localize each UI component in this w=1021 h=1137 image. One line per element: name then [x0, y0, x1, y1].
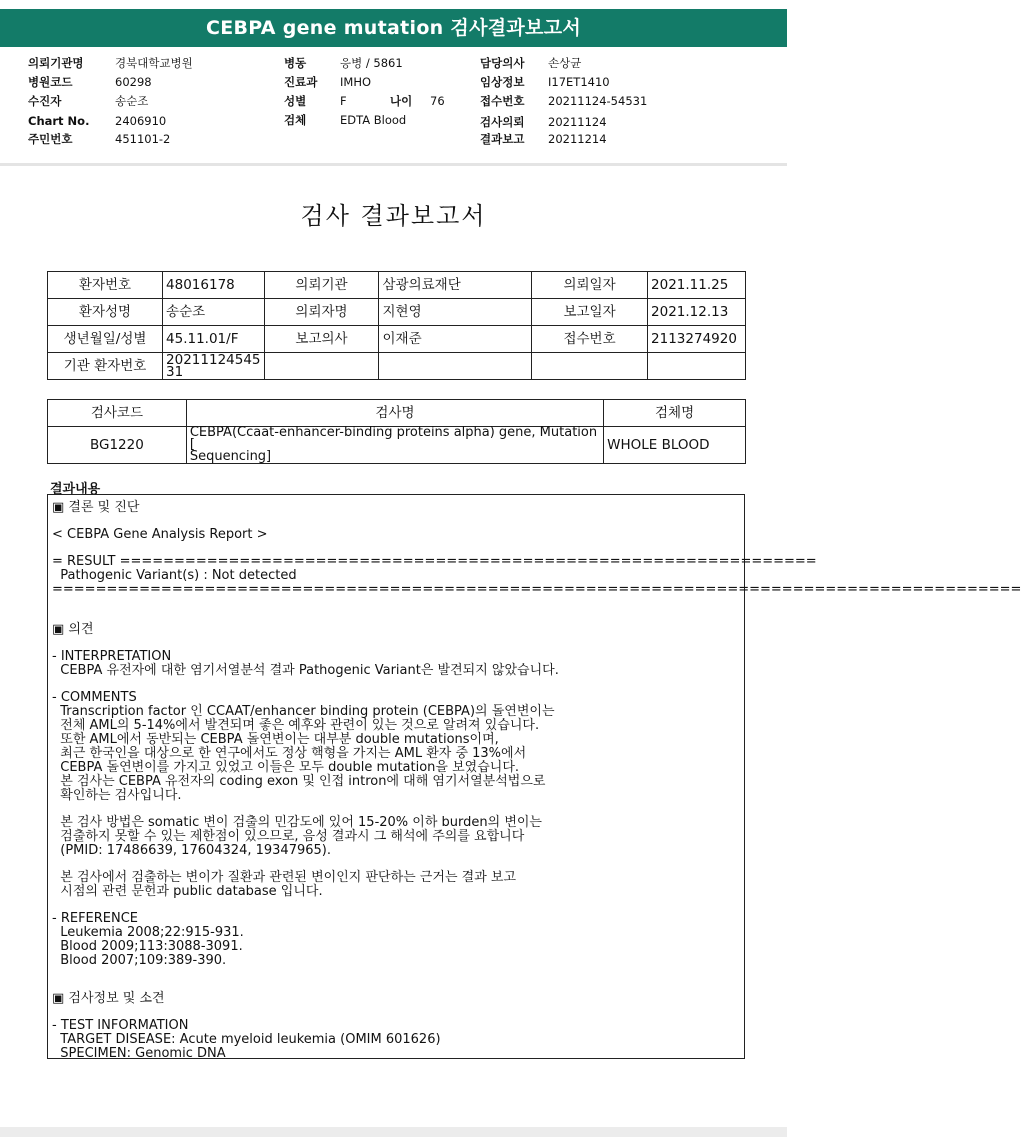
table-value-cell: 2021.12.13: [648, 299, 746, 326]
result-line: - TEST INFORMATION: [52, 1018, 189, 1033]
table-label-cell: [532, 353, 648, 380]
result-line: < CEBPA Gene Analysis Report >: [52, 527, 268, 542]
result-line: =========================================================================================: [52, 582, 1021, 597]
result-line: 본 검사에서 검출하는 변이가 질환과 관련된 변이인지 판단하는 근거는 결과 보고: [52, 870, 517, 885]
table-value-cell: 지현영: [379, 299, 532, 326]
table-value-cell: 48016178: [163, 272, 264, 299]
header-label: 담당의사: [480, 56, 525, 70]
result-line: ▣ 결론 및 진단: [52, 500, 140, 515]
result-line: 시점의 관련 문헌과 public database 입니다.: [52, 884, 323, 899]
result-line: Blood 2007;109:389-390.: [52, 953, 227, 968]
result-line: 확인하는 검사입니다.: [52, 788, 182, 803]
report-banner: CEBPA gene mutation 검사결과보고서: [0, 9, 787, 47]
result-line: 최근 한국인을 대상으로 한 연구에서도 정상 핵형을 가지는 AML 환자 중 13%에서: [52, 746, 527, 761]
result-line: Transcription factor 인 CCAAT/enhancer binding protein (CEBPA)의 돌연변이는: [52, 704, 555, 719]
result-line: (PMID: 17486639, 17604324, 19347965).: [52, 843, 331, 858]
result-line: CEBPA 유전자에 대한 염기서열분석 결과 Pathogenic Variant은 발견되지 않았습니다.: [52, 663, 559, 678]
result-line: - INTERPRETATION: [52, 649, 172, 664]
header-value: 손상균: [548, 56, 582, 70]
header-label: 결과보고: [480, 132, 525, 146]
result-line: 검출하지 못할 수 있는 제한점이 있으므로, 음성 결과시 그 해석에 주의를 요합니다: [52, 829, 525, 844]
header-value: 20211214: [548, 132, 607, 146]
header-label: 병원코드: [28, 75, 73, 89]
result-line: 또한 AML에서 동반되는 CEBPA 돌연변이는 대부분 double mutations이며,: [52, 732, 499, 747]
page-title: 검사 결과보고서: [300, 202, 487, 230]
table-value-cell: [648, 353, 746, 380]
result-line: 본 검사 방법은 somatic 변이 검출의 민감도에 있어 15-20% 이하 burden의 변이는: [52, 815, 542, 830]
table-label-cell: 의뢰일자: [532, 272, 648, 299]
test-code-header: 검사코드: [48, 400, 187, 427]
test-name: CEBPA(Ccaat-enhancer-binding proteins alpha) gene, Mutation [ Sequencing]: [186, 427, 603, 464]
header-value: I17ET1410: [548, 75, 610, 89]
header-label: 성별: [284, 94, 307, 108]
footer-bar: [0, 1127, 787, 1137]
result-line: - COMMENTS: [52, 690, 137, 705]
header-label: 접수번호: [480, 94, 525, 108]
test-code: BG1220: [48, 427, 187, 464]
result-line: ▣ 검사정보 및 소견: [52, 991, 165, 1006]
header-label: 진료과: [284, 75, 318, 89]
header-label: 수진자: [28, 94, 62, 108]
result-content-box: [47, 494, 1021, 1061]
header-label: 임상정보: [480, 75, 525, 89]
test-name-header: 검사명: [186, 400, 603, 427]
result-line: CEBPA 돌연변이를 가지고 있었고 이들은 모두 double mutation을 보였습니다.: [52, 760, 520, 775]
header-value: IMHO: [340, 75, 372, 89]
test-info-table: [47, 399, 746, 464]
header-value: EDTA Blood: [340, 113, 407, 127]
patient-info-table: [47, 271, 746, 380]
result-line: TARGET DISEASE: Acute myeloid leukemia (OMIM 601626): [52, 1032, 441, 1047]
result-line: - REFERENCE: [52, 911, 139, 926]
table-value-cell: 삼광의료재단: [379, 272, 532, 299]
table-label-cell: [264, 353, 379, 380]
table-value-cell: 20211124545 31: [163, 353, 264, 380]
table-label-cell: 환자번호: [48, 272, 163, 299]
header-value: 451101-2: [115, 132, 171, 146]
result-line: 본 검사는 CEBPA 유전자의 coding exon 및 인접 intron에 대해 염기서열분석법으로: [52, 774, 546, 789]
table-label-cell: 보고일자: [532, 299, 648, 326]
result-line: = RESULT ================================================================: [52, 554, 817, 569]
header-label: 검체: [284, 113, 307, 127]
result-line: SPECIMEN: Genomic DNA: [52, 1046, 226, 1061]
table-value-cell: 2021.11.25: [648, 272, 746, 299]
result-line: 전체 AML의 5-14%에서 발견되며 좋은 예후와 관련이 있는 것으로 알려져 있습니다.: [52, 718, 540, 733]
table-label-cell: 생년월일/성별: [48, 326, 163, 353]
result-line: ▣ 의견: [52, 622, 94, 637]
age-label: 나이: [390, 94, 413, 108]
result-section-label: 결과내용: [50, 482, 101, 497]
header-value: 응병 / 5861: [340, 56, 403, 70]
specimen-name: WHOLE BLOOD: [604, 427, 746, 464]
result-line: Leukemia 2008;22:915-931.: [52, 925, 244, 940]
age-value: 76: [430, 94, 445, 108]
header-value: 송순조: [115, 94, 149, 108]
header-label: 주민번호: [28, 132, 73, 146]
header-value: F: [340, 94, 347, 108]
table-value-cell: 송순조: [163, 299, 264, 326]
table-value-cell: 이재준: [379, 326, 532, 353]
table-value-cell: 2113274920: [648, 326, 746, 353]
table-label-cell: 의뢰기관: [264, 272, 379, 299]
table-label-cell: 의뢰자명: [264, 299, 379, 326]
table-label-cell: 환자성명: [48, 299, 163, 326]
header-value: 20211124-54531: [548, 94, 648, 108]
header-label: 의뢰기관명: [28, 56, 84, 70]
table-label-cell: 보고의사: [264, 326, 379, 353]
specimen-header: 검체명: [604, 400, 746, 427]
header-value: 20211124: [548, 115, 607, 129]
header-divider: [0, 163, 787, 166]
header-value: 60298: [115, 75, 152, 89]
table-label-cell: 기관 환자번호: [48, 353, 163, 380]
header-value: 2406910: [115, 114, 167, 128]
header-value: 경북대학교병원: [115, 56, 193, 70]
header-label: Chart No.: [28, 114, 90, 128]
result-line: Blood 2009;113:3088-3091.: [52, 939, 243, 954]
table-value-cell: 45.11.01/F: [163, 326, 264, 353]
table-value-cell: [379, 353, 532, 380]
table-label-cell: 접수번호: [532, 326, 648, 353]
header-label: 검사의뢰: [480, 115, 525, 129]
result-line: Pathogenic Variant(s) : Not detected: [52, 568, 297, 583]
header-label: 병동: [284, 56, 307, 70]
